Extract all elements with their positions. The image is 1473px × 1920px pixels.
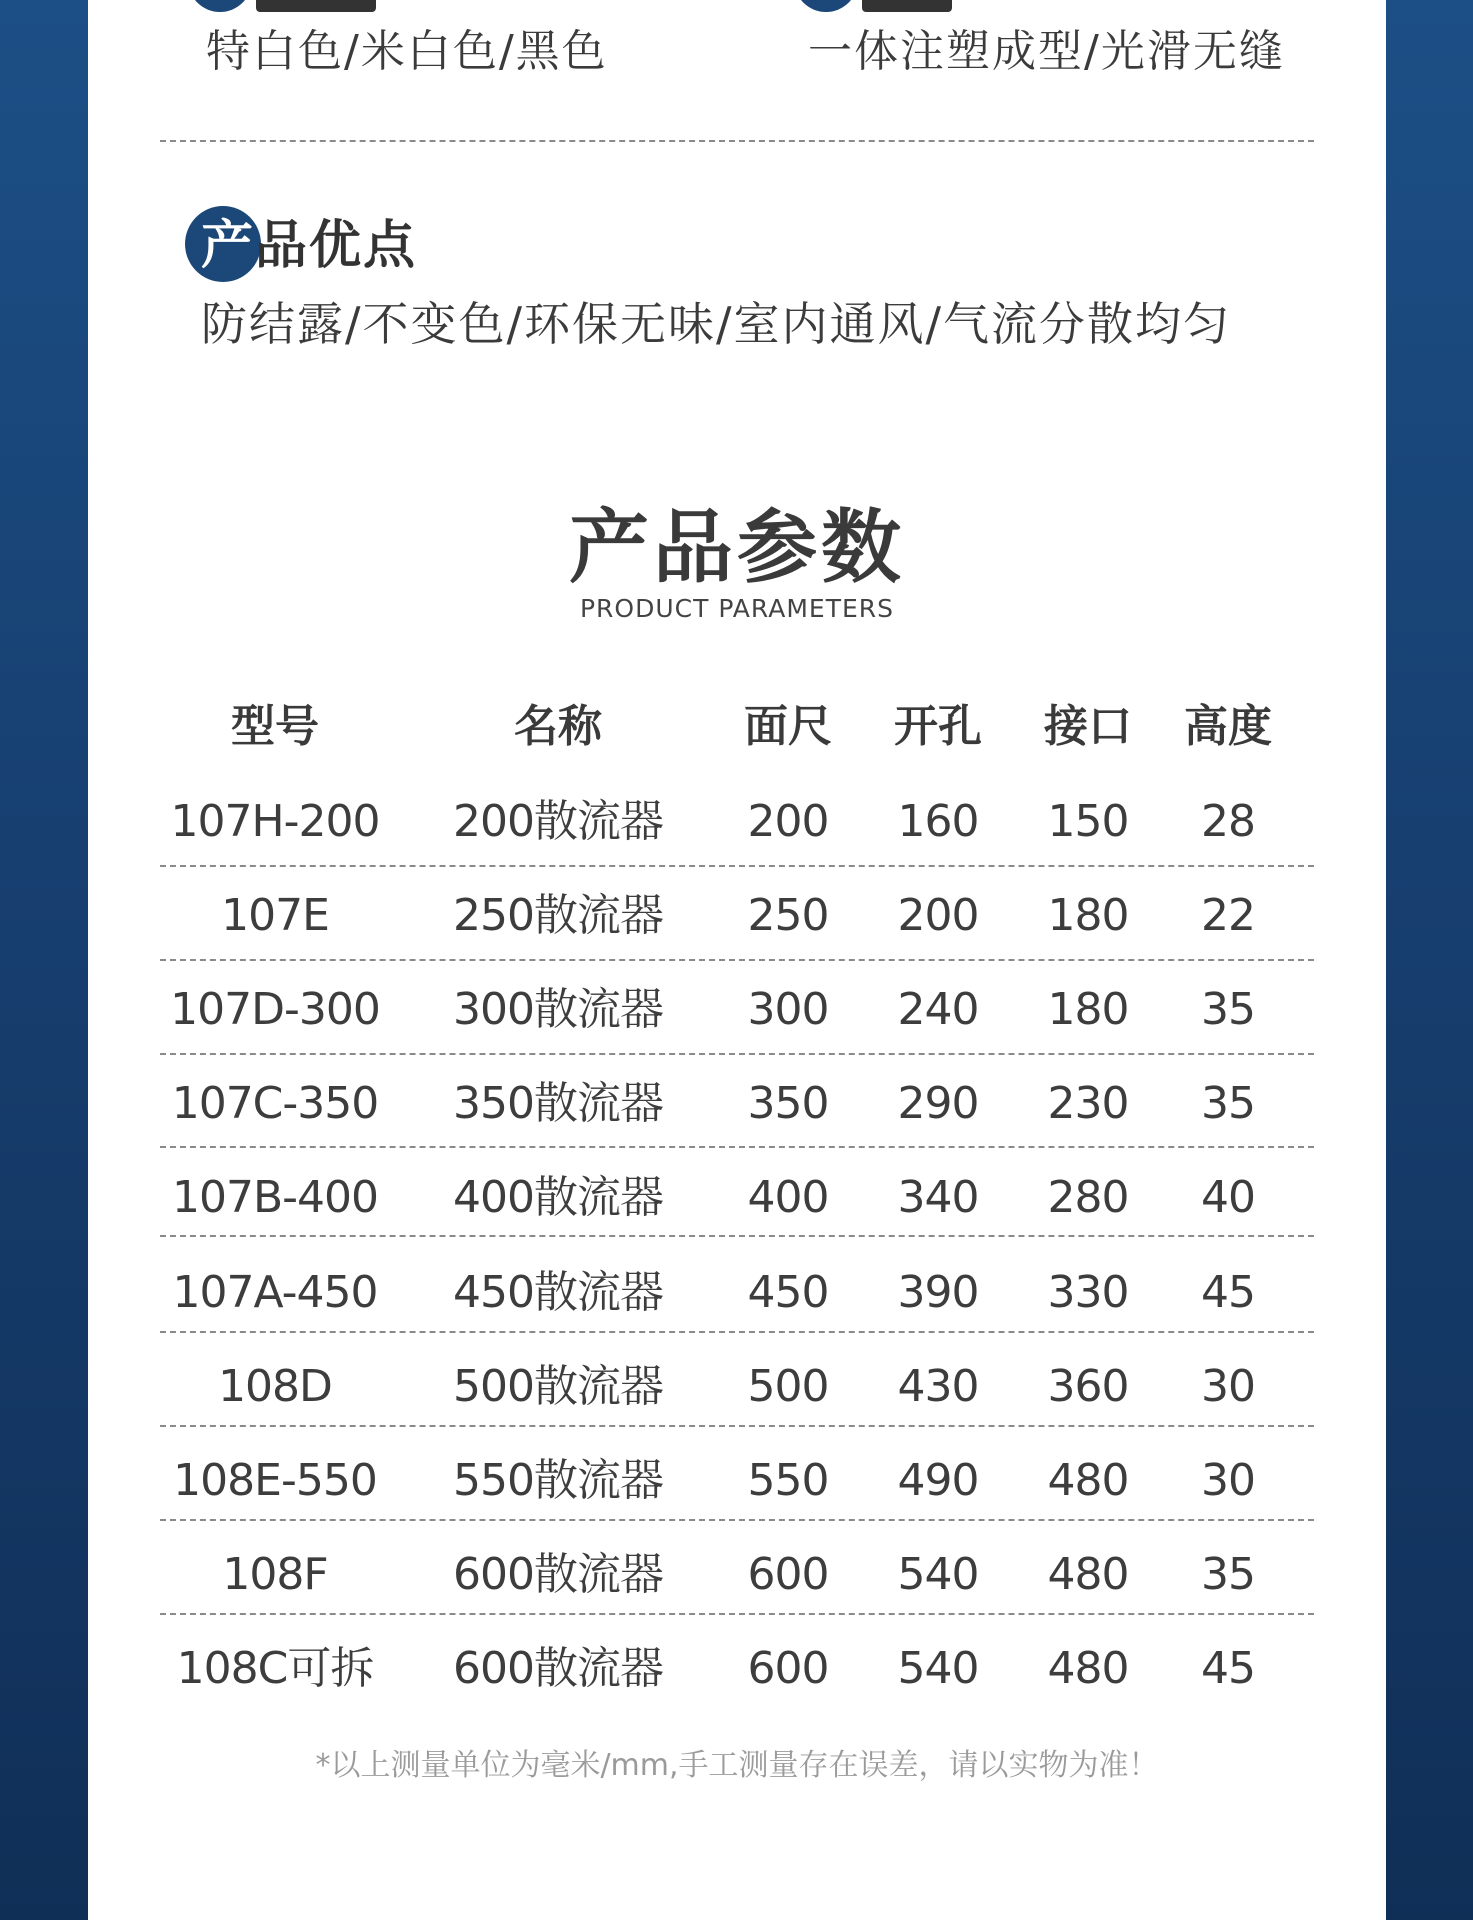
table-cell-model: 108D <box>218 1361 332 1412</box>
craft-text: 一体注塑成型/光滑无缝 <box>808 26 1285 77</box>
table-cell-height: 35 <box>1201 984 1255 1035</box>
table-cell-face-size: 600 <box>747 1643 829 1694</box>
table-cell-face-size: 500 <box>747 1361 829 1412</box>
table-cell-model: 108F <box>222 1549 328 1600</box>
table-cell-interface: 280 <box>1047 1172 1129 1223</box>
table-cell-name: 250散流器 <box>453 890 663 941</box>
craft-heading-fragment <box>862 0 952 12</box>
table-cell-height: 35 <box>1201 1549 1255 1600</box>
table-cell-face-size: 400 <box>747 1172 829 1223</box>
color-options-text: 特白色/米白色/黑色 <box>206 26 608 77</box>
advantages-text: 防结露/不变色/环保无味/室内通风/气流分散均匀 <box>201 297 1231 351</box>
table-cell-model: 108C可拆 <box>176 1643 374 1694</box>
row-divider <box>160 865 1314 867</box>
table-cell-face-size: 350 <box>747 1078 829 1129</box>
section-divider <box>160 140 1314 142</box>
table-cell-interface: 150 <box>1047 796 1129 847</box>
row-divider <box>160 1613 1314 1615</box>
table-cell-interface: 480 <box>1047 1455 1129 1506</box>
table-cell-opening: 290 <box>897 1078 979 1129</box>
header-face-size: 面尺 <box>744 701 832 752</box>
table-cell-name: 600散流器 <box>453 1643 663 1694</box>
color-section-icon <box>188 0 252 12</box>
row-divider <box>160 1235 1314 1237</box>
table-cell-height: 22 <box>1201 890 1255 941</box>
row-divider <box>160 1425 1314 1427</box>
header-model: 型号 <box>231 701 319 752</box>
table-cell-interface: 330 <box>1047 1267 1129 1318</box>
table-cell-height: 30 <box>1201 1361 1255 1412</box>
row-divider <box>160 1053 1314 1055</box>
table-cell-opening: 340 <box>897 1172 979 1223</box>
table-cell-face-size: 200 <box>747 796 829 847</box>
table-cell-height: 28 <box>1201 796 1255 847</box>
table-cell-interface: 480 <box>1047 1643 1129 1694</box>
table-cell-name: 350散流器 <box>453 1078 663 1129</box>
table-cell-opening: 390 <box>897 1267 979 1318</box>
table-cell-opening: 430 <box>897 1361 979 1412</box>
table-cell-model: 107E <box>221 890 329 941</box>
table-cell-face-size: 600 <box>747 1549 829 1600</box>
header-height: 高度 <box>1184 701 1272 752</box>
params-subtitle: PRODUCT PARAMETERS <box>579 594 895 623</box>
table-cell-name: 550散流器 <box>453 1455 663 1506</box>
table-cell-face-size: 550 <box>747 1455 829 1506</box>
color-heading-fragment <box>256 0 376 12</box>
table-cell-opening: 540 <box>897 1549 979 1600</box>
advantages-title-first-char: 产 <box>201 216 256 276</box>
table-cell-model: 108E-550 <box>173 1455 377 1506</box>
table-cell-interface: 360 <box>1047 1361 1129 1412</box>
table-cell-height: 30 <box>1201 1455 1255 1506</box>
table-cell-model: 107A-450 <box>172 1267 378 1318</box>
table-cell-opening: 540 <box>897 1643 979 1694</box>
table-cell-model: 107C-350 <box>171 1078 379 1129</box>
table-cell-opening: 200 <box>897 890 979 941</box>
table-cell-face-size: 300 <box>747 984 829 1035</box>
content-card <box>88 0 1386 1920</box>
table-cell-face-size: 250 <box>747 890 829 941</box>
table-cell-name: 500散流器 <box>453 1361 663 1412</box>
row-divider <box>160 1331 1314 1333</box>
table-cell-opening: 160 <box>897 796 979 847</box>
advantages-title <box>201 210 417 282</box>
params-title: 产品参数 <box>569 501 905 594</box>
table-cell-model: 107H-200 <box>170 796 380 847</box>
table-cell-height: 45 <box>1201 1643 1255 1694</box>
table-cell-opening: 490 <box>897 1455 979 1506</box>
header-interface: 接口 <box>1044 701 1132 752</box>
table-cell-name: 600散流器 <box>453 1549 663 1600</box>
advantages-title-rest: 品优点 <box>255 216 418 276</box>
table-cell-name: 200散流器 <box>453 796 663 847</box>
row-divider <box>160 1146 1314 1148</box>
table-cell-interface: 230 <box>1047 1078 1129 1129</box>
table-cell-name: 450散流器 <box>453 1267 663 1318</box>
table-cell-face-size: 450 <box>747 1267 829 1318</box>
craft-section-icon <box>794 0 858 12</box>
table-cell-height: 45 <box>1201 1267 1255 1318</box>
table-cell-opening: 240 <box>897 984 979 1035</box>
measurement-note: *以上测量单位为毫米/mm,手工测量存在误差，请以实物为准！ <box>315 1748 1159 1783</box>
table-cell-interface: 180 <box>1047 984 1129 1035</box>
table-cell-name: 400散流器 <box>453 1172 663 1223</box>
table-cell-model: 107B-400 <box>171 1172 379 1223</box>
table-cell-height: 40 <box>1201 1172 1255 1223</box>
row-divider <box>160 1519 1314 1521</box>
header-opening: 开孔 <box>894 701 982 752</box>
table-cell-interface: 180 <box>1047 890 1129 941</box>
row-divider <box>160 959 1314 961</box>
table-cell-height: 35 <box>1201 1078 1255 1129</box>
table-cell-name: 300散流器 <box>453 984 663 1035</box>
header-name: 名称 <box>514 701 602 752</box>
table-cell-interface: 480 <box>1047 1549 1129 1600</box>
table-cell-model: 107D-300 <box>170 984 380 1035</box>
